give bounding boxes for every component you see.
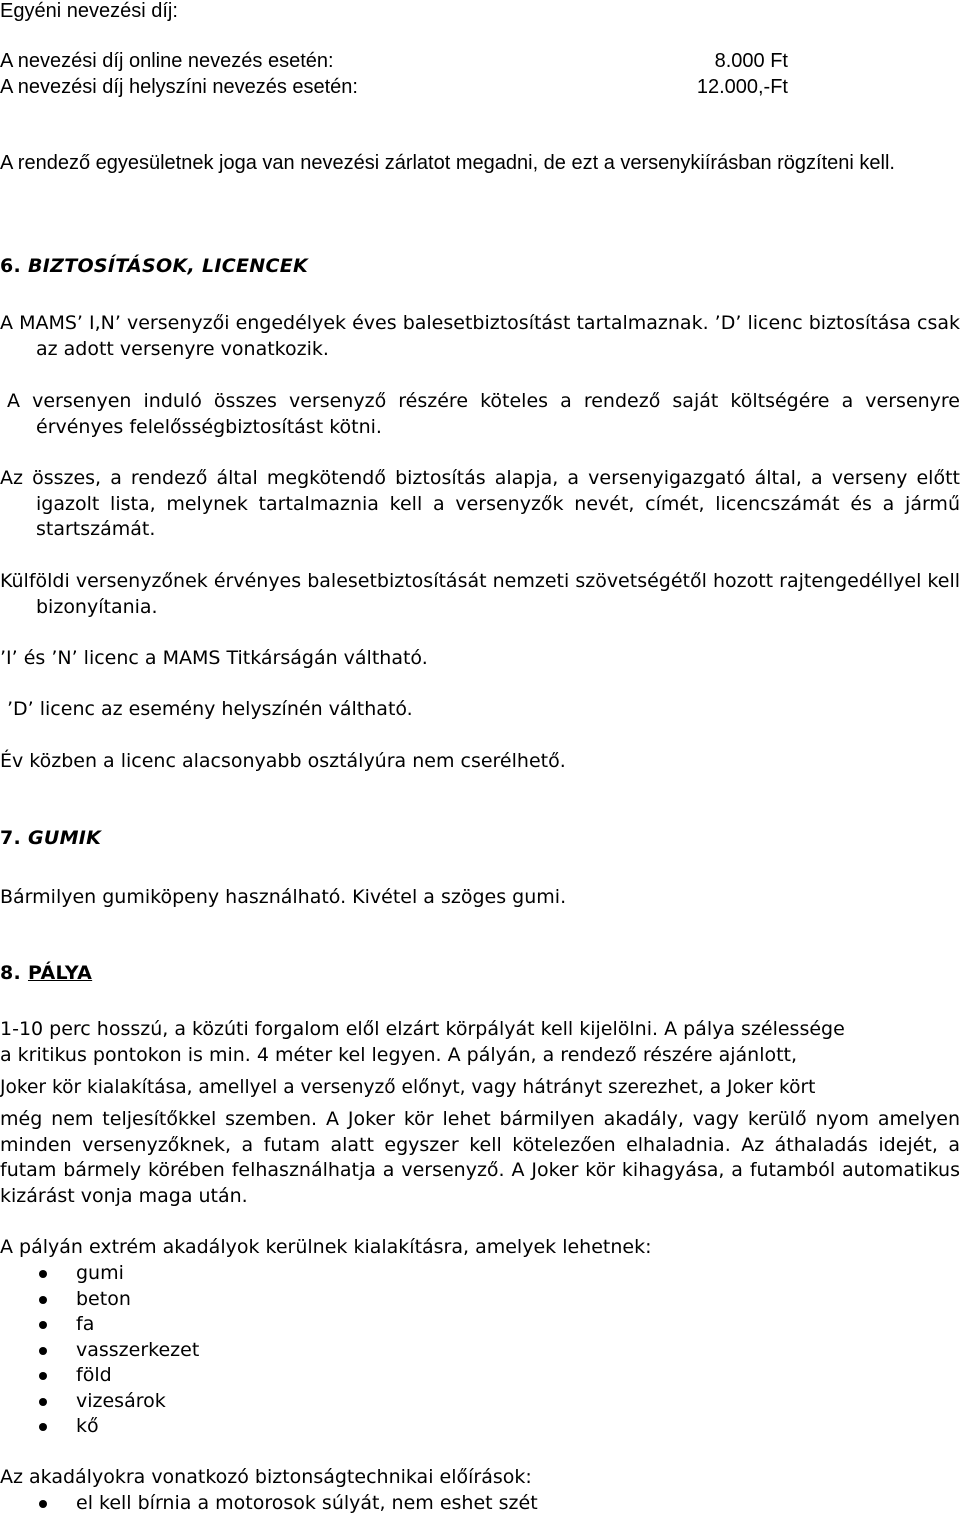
section-8-heading (0, 961, 92, 987)
section-7-text: Bármilyen gumiköpeny használható. Kivétel a szöges gumi. (0, 886, 567, 908)
list-item: vizesárok (0, 1389, 199, 1415)
list-item: vasszerkezet (0, 1338, 199, 1364)
fee-label: A nevezési díj online nevezés esetén: (0, 50, 334, 72)
section-6-paragraph (0, 311, 960, 362)
paragraph-text: A MAMS’ I,N’ versenyzői engedélyek éves balesetbiztosítást tartalmaznak. ’D’ licenc biztosítása csak az adott versenyre vonatkozik. (0, 312, 960, 360)
section-title: BIZTOSÍTÁSOK, LICENCEK (27, 255, 308, 277)
section-7-heading (0, 826, 101, 852)
track-paragraph: még nem teljesítőkkel szemben. A Joker kör lehet bármilyen akadály, vagy kerülő nyom amelyen minden versenyzőknek, a futam alatt egyszer kell kötelezően elhaladnia. Az áthaladás idejét, a futam bármely körében felhasználhatja a versenyző. A Joker kör kihagyása, a futamból automatikus kizárást vonja maga után. (0, 1108, 960, 1207)
section-6-paragraph: ’I’ és ’N’ licenc a MAMS Titkárságán váltható. (0, 647, 428, 669)
track-line: a kritikus pontokon is min. 4 méter kel legyen. A pályán, a rendező részére ajánlott, (0, 1044, 798, 1066)
paragraph-text: Az összes, a rendező által megkötendő biztosítás alapja, a versenyigazgató által, a verseny előtt igazolt lista, melynek tartalmaznia kell a versenyzők nevét, címét, licencszámát és a jármű startszámát. (0, 467, 960, 540)
obstacles-intro: A pályán extrém akadályok kerülnek kialakításra, amelyek lehetnek: (0, 1236, 652, 1258)
section-6-heading (0, 254, 308, 280)
list-item: gumi (0, 1261, 199, 1287)
list-item: el kell bírnia a motorosok súlyát, nem eshet szét (0, 1491, 538, 1517)
list-item: beton (0, 1287, 199, 1313)
section-number: 8. (0, 962, 22, 984)
safety-list (0, 1491, 538, 1517)
bullet-icon (39, 1500, 47, 1508)
paragraph-text: A versenyen induló összes versenyző részére köteles a rendező saját költségére a versenyre érvényes felelősségbiztosítást kötni. (7, 390, 960, 438)
bullet-icon (39, 1296, 47, 1304)
section-number: 7. (0, 827, 22, 849)
section-number: 6. (0, 255, 22, 277)
list-item: fa (0, 1312, 199, 1338)
bullet-icon (39, 1321, 47, 1329)
paragraph-text: Külföldi versenyzőnek érvényes balesetbiztosítását nemzeti szövetségétől hozott rajtengedéllyel kell bizonyítania. (0, 570, 960, 618)
fee-row-online (0, 49, 960, 75)
bullet-icon (39, 1423, 47, 1431)
fee-value: 12.000,-Ft (696, 76, 788, 98)
bullet-icon (39, 1398, 47, 1406)
track-line: Joker kör kialakítása, amellyel a versenyző előnyt, vagy hátrányt szerezhet, a Joker kört (0, 1077, 816, 1098)
fee-note: A rendező egyesületnek joga van nevezési zárlatot megadni, de ezt a versenykiírásban rögzíteni kell. (0, 152, 895, 174)
bullet-icon (39, 1270, 47, 1278)
fee-label: A nevezési díj helyszíni nevezés esetén: (0, 76, 358, 98)
bullet-icon (39, 1372, 47, 1380)
safety-intro: Az akadályokra vonatkozó biztonságtechnikai előírások: (0, 1466, 532, 1488)
section-6-paragraph (0, 569, 960, 620)
section-6-paragraph (0, 389, 960, 440)
fee-row-onsite (0, 75, 960, 101)
list-item: kő (0, 1414, 199, 1440)
section-6-paragraph: Év közben a licenc alacsonyabb osztályúra nem cserélhető. (0, 750, 566, 772)
obstacle-list (0, 1261, 199, 1440)
section-title: PÁLYA (27, 962, 93, 984)
section-6-paragraph: ’D’ licenc az esemény helyszínén váltható. (7, 698, 413, 720)
list-item: föld (0, 1363, 199, 1389)
section-title: GUMIK (27, 827, 102, 849)
bullet-icon (39, 1347, 47, 1355)
fee-title: Egyéni nevezési díj: (0, 0, 178, 22)
track-line: 1-10 perc hosszú, a közúti forgalom elől elzárt körpályát kell kijelölni. A pálya szélessége (0, 1018, 845, 1040)
fee-value: 8.000 Ft (714, 50, 788, 72)
section-6-paragraph (0, 466, 960, 543)
